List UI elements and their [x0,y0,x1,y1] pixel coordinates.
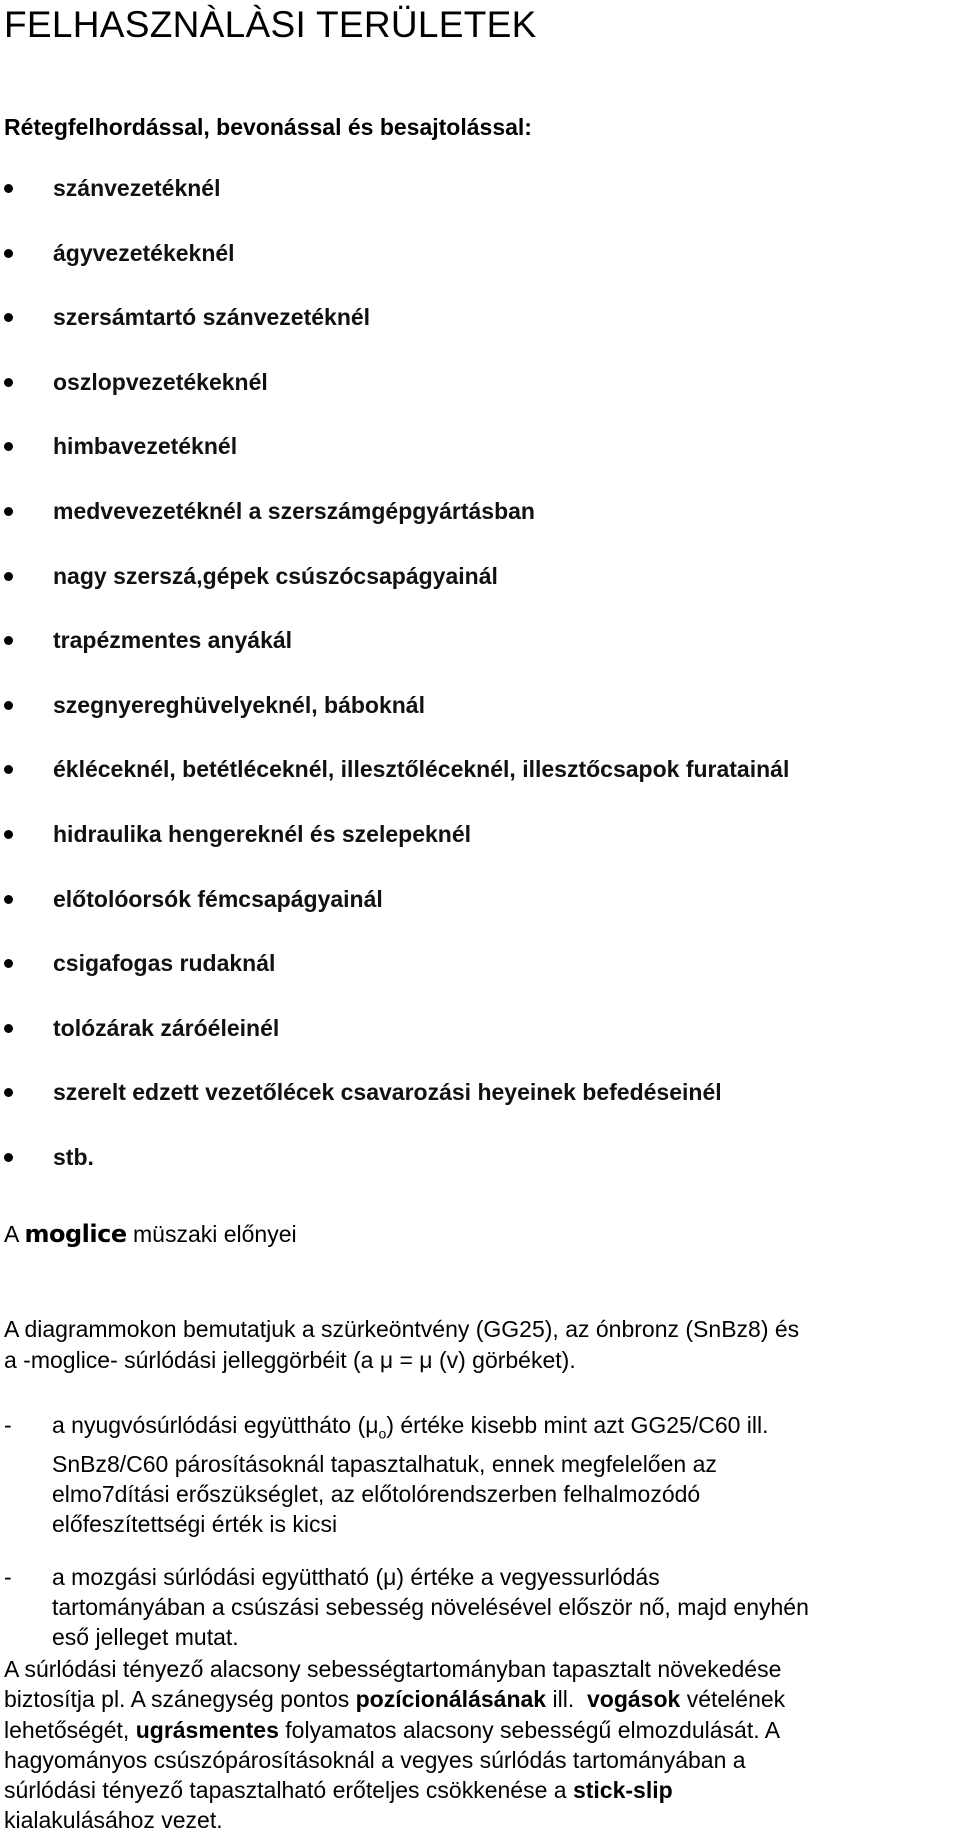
bullet-icon [4,442,13,451]
document-page: FELHASZNÀLÀSI TERÜLETEK Rétegfelhordással, bevonással és besajtolással: szánvezetéknél ágyvezetékeknél szersámtartó szánvezetéknél oszlopvezetékeknél himbavezetéknél medvevezetéknél a szerszámgépgyártásban nagy szerszá,gépek csúszócsapágyainál trapézmentes anyákál szegnyereghüvelyeknél, báboknál ékléceknél, betétléceknél, illesztőléceknél, illesztőcsapok furatainál hidraulika hengereknél és szelepeknél előtolóorsók fémcsapágyainál csigafogas rudaknál tolózárak záróéleinél szerelt edzett vezetőlécek csavarozási heyeinek befedéseinél stb. A moglice müszaki előnyei A diagrammokon bemutatjuk a szürkeöntvény (GG25), az ónbronz (SnBz8) és a -moglice- súrlódási jelleggörbéit (a μ = μ (v) görbéket). - a nyugvósúrlódási együttháto $(\mu_o)$ értéke kisebb mint azt GG25/C60 ill. SnBz8/C60 párosításoknál tapasztalhatuk, ennek megfelelően az elmo7dítási erőszükséglet, az előtolórendszerben felhalmozódó előfeszítettségi érték is kicsi - a mozgási súrlódási együttható (μ) értéke a vegyessurlódás tartományában a csúszási sebesség növelésével először nő, majd enyhén eső jelleget mutat. A súrlódási tényező alacsony sebességtartományban tapasztalt növekedése biztosítja pl. A szánegység pontos pozícionálásának ill. vogások vételének lehetőségét, ugrásmentes folyamatos alacsony sebességű elmozdulását. A hagyományos csúszópárosításoknál a vegyes súrlódás tartományában a súrlódási tényező tapasztalható erőteljes csökkenése a stick-slip kialakulásához vezet. [0,0,960,1846]
bullet-icon [4,1153,13,1162]
bullet-icon [4,378,13,387]
page-title: FELHASZNÀLÀSI TERÜLETEK [4,4,537,45]
brand-name: moglice [24,1220,127,1248]
bullet-icon [4,1024,13,1033]
bullet-icon [4,830,13,839]
bullet-icon [4,636,13,645]
section-heading: Rétegfelhordással, bevonással és besajtolással: [4,114,532,140]
bullet-icon [4,959,13,968]
bullet-icon [4,701,13,710]
bullet-icon [4,184,13,193]
closing-paragraph: A súrlódási tényező alacsony sebességtartományban tapasztalt növekedése biztosítja pl. A szánegység pontos pozícionálásának ill. vogások vételének lehetőségét, ugrásmentes folyamatos alacsony sebességű elmozdulását. A hagyományos csúszópárosításoknál a vegyes súrlódás tartományában a súrlódási tényező tapasztalható erőteljes csökkenése a stick-slip kialakulásához vezet. [4,1656,786,1834]
bullet-icon [4,313,13,322]
advantages-heading: A moglice müszaki előnyei [4,1220,297,1248]
bullet-icon [4,765,13,774]
bullet-icon [4,507,13,516]
bullet-icon [4,572,13,581]
bullet-icon [4,1088,13,1097]
bullet-icon [4,249,13,258]
bullet-icon [4,895,13,904]
intro-paragraph: A diagrammokon bemutatjuk a szürkeöntvény (GG25), az ónbronz (SnBz8) és a -moglice- súrlódási jelleggörbéit (a μ = μ (v) görbéket). [4,1316,800,1373]
